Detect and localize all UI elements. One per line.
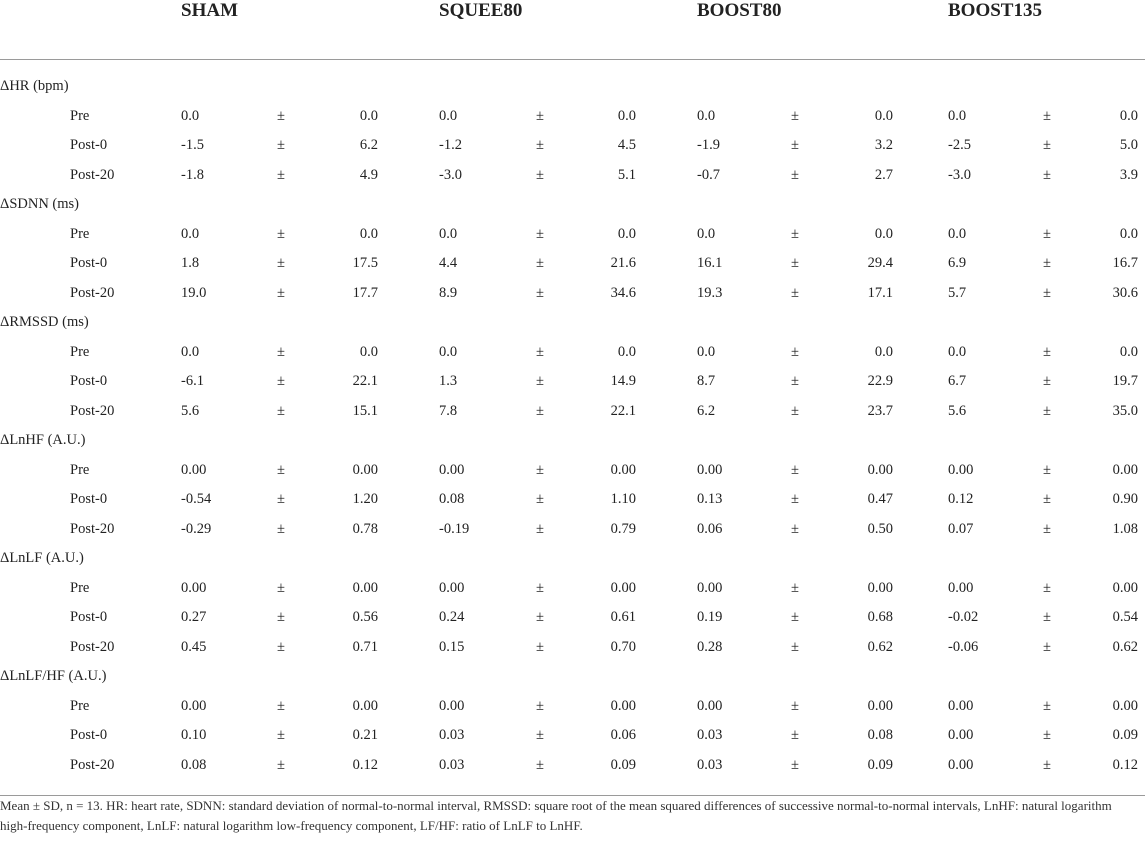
time-point-label: Post-20 (70, 638, 115, 655)
time-point-label: Post-0 (70, 255, 108, 271)
mean-value: -0.54 (181, 491, 212, 507)
plus-minus-sign: ± (1043, 343, 1051, 360)
sd-value: 0.00 (610, 697, 636, 714)
table-row (0, 161, 1145, 191)
table-row (0, 633, 1145, 663)
plus-minus-sign: ± (1043, 225, 1051, 242)
mean-value: 0.0 (439, 225, 458, 242)
mean-value: -0.06 (948, 638, 979, 655)
plus-minus-sign: ± (791, 520, 799, 537)
group-row (0, 308, 1145, 338)
sd-value: 0.12 (1112, 756, 1138, 773)
mean-value: 0.12 (948, 491, 974, 507)
mean-value: 1.3 (439, 373, 458, 389)
sd-value: 0.50 (867, 520, 893, 537)
plus-minus-sign: ± (1043, 638, 1051, 655)
plus-minus-sign: ± (277, 609, 285, 625)
sd-value: 3.9 (1119, 166, 1138, 183)
plus-minus-sign: ± (277, 579, 285, 596)
table-row (0, 102, 1145, 132)
sd-value: 1.20 (352, 491, 378, 507)
time-point-label: Pre (70, 107, 90, 124)
sd-value: 0.12 (352, 756, 378, 773)
sd-value: 6.2 (359, 137, 378, 153)
table-row (0, 367, 1145, 397)
table-row (0, 279, 1145, 309)
mean-value: 16.1 (697, 255, 723, 271)
plus-minus-sign: ± (277, 166, 285, 183)
table-row (0, 485, 1145, 515)
plus-minus-sign: ± (536, 756, 544, 773)
plus-minus-sign: ± (536, 638, 544, 655)
group-label: ΔLnHF (A.U.) (0, 432, 86, 448)
plus-minus-sign: ± (277, 402, 285, 419)
table-footnote: Mean ± SD, n = 13. HR: heart rate, SDNN: standard deviation of normal-to-normal interval, RMSSD: square root of the mean squared differences of successive normal-to-normal intervals, LnHF: natural logarithm high-frequency component, LnLF: natural logarithm low-frequency component, LF/HF: ratio of LnLF to LnHF. (0, 798, 1112, 833)
plus-minus-sign: ± (791, 609, 799, 625)
mean-value: 0.0 (948, 107, 967, 124)
sd-value: 5.0 (1119, 137, 1138, 153)
plus-minus-sign: ± (536, 137, 544, 153)
mean-value: 0.15 (439, 638, 465, 655)
column-header-boost135: BOOST135 (948, 0, 1042, 21)
sd-value: 22.1 (610, 402, 636, 419)
mean-value: 0.03 (697, 727, 723, 743)
header-rule (0, 59, 1145, 60)
mean-value: 0.45 (181, 638, 207, 655)
plus-minus-sign: ± (1043, 756, 1051, 773)
sd-value: 0.0 (1119, 343, 1138, 360)
time-point-label: Post-20 (70, 402, 115, 419)
plus-minus-sign: ± (536, 373, 544, 389)
sd-value: 0.00 (867, 461, 893, 478)
time-point-label: Post-0 (70, 727, 108, 743)
mean-value: 0.00 (439, 461, 465, 478)
sd-value: 19.7 (1112, 373, 1138, 389)
sd-value: 0.00 (867, 697, 893, 714)
plus-minus-sign: ± (277, 461, 285, 478)
time-point-label: Pre (70, 343, 90, 360)
plus-minus-sign: ± (1043, 609, 1051, 625)
mean-value: 0.0 (181, 107, 200, 124)
mean-value: 0.0 (948, 225, 967, 242)
sd-value: 0.0 (874, 343, 893, 360)
sd-value: 0.62 (867, 638, 893, 655)
mean-value: 0.08 (439, 491, 465, 507)
plus-minus-sign: ± (791, 137, 799, 153)
time-point-label: Post-20 (70, 756, 115, 773)
mean-value: -6.1 (181, 373, 204, 389)
sd-value: 1.10 (610, 491, 636, 507)
time-point-label: Post-0 (70, 491, 108, 507)
plus-minus-sign: ± (1043, 461, 1051, 478)
sd-value: 23.7 (867, 402, 893, 419)
sd-value: 0.00 (1112, 461, 1138, 478)
mean-value: 0.19 (697, 609, 723, 625)
mean-value: 0.28 (697, 638, 723, 655)
mean-value: 8.7 (697, 373, 716, 389)
sd-value: 21.6 (610, 255, 636, 271)
sd-value: 0.0 (359, 225, 378, 242)
plus-minus-sign: ± (1043, 284, 1051, 301)
mean-value: -2.5 (948, 137, 971, 153)
mean-value: 0.08 (181, 756, 207, 773)
mean-value: -1.8 (181, 166, 204, 183)
table-row (0, 456, 1145, 486)
sd-value: 0.68 (867, 609, 893, 625)
time-point-label: Post-20 (70, 166, 115, 183)
mean-value: 0.0 (697, 225, 716, 242)
mean-value: -1.5 (181, 137, 204, 153)
mean-value: -3.0 (439, 166, 462, 183)
mean-value: 0.0 (439, 107, 458, 124)
mean-value: 0.0 (181, 225, 200, 242)
sd-value: 16.7 (1112, 255, 1138, 271)
plus-minus-sign: ± (791, 491, 799, 507)
sd-value: 0.00 (610, 579, 636, 596)
mean-value: 5.6 (181, 402, 200, 419)
mean-value: -1.2 (439, 137, 462, 153)
plus-minus-sign: ± (791, 343, 799, 360)
plus-minus-sign: ± (277, 225, 285, 242)
plus-minus-sign: ± (277, 343, 285, 360)
plus-minus-sign: ± (536, 491, 544, 507)
plus-minus-sign: ± (791, 284, 799, 301)
mean-value: -3.0 (948, 166, 971, 183)
plus-minus-sign: ± (1043, 373, 1051, 389)
sd-value: 0.78 (352, 520, 378, 537)
plus-minus-sign: ± (791, 697, 799, 714)
sd-value: 34.6 (610, 284, 636, 301)
group-label: ΔHR (bpm) (0, 78, 69, 94)
plus-minus-sign: ± (791, 107, 799, 124)
time-point-label: Post-0 (70, 373, 108, 389)
plus-minus-sign: ± (791, 461, 799, 478)
time-point-label: Pre (70, 697, 90, 714)
plus-minus-sign: ± (536, 402, 544, 419)
plus-minus-sign: ± (277, 520, 285, 537)
sd-value: 2.7 (874, 166, 893, 183)
sd-value: 22.1 (352, 373, 378, 389)
plus-minus-sign: ± (791, 166, 799, 183)
sd-value: 0.00 (352, 579, 378, 596)
sd-value: 17.7 (352, 284, 378, 301)
sd-value: 0.0 (1119, 225, 1138, 242)
plus-minus-sign: ± (1043, 402, 1051, 419)
mean-value: 0.00 (948, 461, 974, 478)
plus-minus-sign: ± (1043, 166, 1051, 183)
plus-minus-sign: ± (536, 609, 544, 625)
column-header-boost80: BOOST80 (697, 0, 782, 21)
plus-minus-sign: ± (791, 225, 799, 242)
sd-value: 14.9 (610, 373, 636, 389)
plus-minus-sign: ± (536, 225, 544, 242)
mean-value: 0.0 (439, 343, 458, 360)
sd-value: 1.08 (1112, 520, 1138, 537)
plus-minus-sign: ± (791, 579, 799, 596)
mean-value: 6.9 (948, 255, 967, 271)
table-row (0, 515, 1145, 545)
plus-minus-sign: ± (536, 520, 544, 537)
sd-value: 29.4 (867, 255, 893, 271)
mean-value: 0.00 (948, 727, 974, 743)
mean-value: 0.0 (181, 343, 200, 360)
mean-value: 0.00 (439, 579, 465, 596)
plus-minus-sign: ± (277, 107, 285, 124)
sd-value: 30.6 (1112, 284, 1138, 301)
table-row (0, 692, 1145, 722)
mean-value: 0.00 (697, 697, 723, 714)
sd-value: 22.9 (867, 373, 893, 389)
table-row (0, 751, 1145, 781)
plus-minus-sign: ± (791, 756, 799, 773)
mean-value: 0.27 (181, 609, 207, 625)
mean-value: -1.9 (697, 137, 720, 153)
plus-minus-sign: ± (536, 697, 544, 714)
mean-value: 6.7 (948, 373, 967, 389)
sd-value: 0.00 (352, 697, 378, 714)
group-row (0, 662, 1145, 692)
plus-minus-sign: ± (1043, 697, 1051, 714)
table-row (0, 220, 1145, 250)
sd-value: 0.79 (610, 520, 636, 537)
mean-value: 8.9 (439, 284, 458, 301)
sd-value: 17.5 (352, 255, 378, 271)
mean-value: -0.02 (948, 609, 979, 625)
plus-minus-sign: ± (1043, 579, 1051, 596)
table-row (0, 131, 1145, 161)
group-row (0, 72, 1145, 102)
group-row (0, 426, 1145, 456)
time-point-label: Pre (70, 225, 90, 242)
plus-minus-sign: ± (277, 255, 285, 271)
mean-value: 0.00 (697, 461, 723, 478)
plus-minus-sign: ± (536, 255, 544, 271)
mean-value: 5.7 (948, 284, 967, 301)
time-point-label: Post-20 (70, 284, 115, 301)
mean-value: -0.19 (439, 520, 470, 537)
plus-minus-sign: ± (1043, 107, 1051, 124)
sd-value: 0.00 (352, 461, 378, 478)
plus-minus-sign: ± (791, 638, 799, 655)
sd-value: 0.71 (352, 638, 378, 655)
group-row (0, 544, 1145, 574)
sd-value: 0.61 (610, 609, 636, 625)
plus-minus-sign: ± (791, 402, 799, 419)
mean-value: 19.3 (697, 284, 723, 301)
table-row (0, 721, 1145, 751)
mean-value: 7.8 (439, 402, 458, 419)
time-point-label: Post-20 (70, 520, 115, 537)
table-row (0, 249, 1145, 279)
mean-value: 0.00 (439, 697, 465, 714)
sd-value: 0.00 (867, 579, 893, 596)
plus-minus-sign: ± (791, 727, 799, 743)
sd-value: 0.08 (867, 727, 893, 743)
group-label: ΔRMSSD (ms) (0, 314, 89, 330)
plus-minus-sign: ± (536, 727, 544, 743)
sd-value: 0.0 (617, 225, 636, 242)
sd-value: 0.0 (359, 107, 378, 124)
sd-value: 5.1 (617, 166, 636, 183)
mean-value: 0.03 (439, 727, 465, 743)
plus-minus-sign: ± (277, 373, 285, 389)
sd-value: 3.2 (874, 137, 893, 153)
column-header-squee80: SQUEE80 (439, 0, 523, 21)
plus-minus-sign: ± (277, 491, 285, 507)
sd-value: 0.0 (874, 107, 893, 124)
plus-minus-sign: ± (536, 166, 544, 183)
mean-value: 1.8 (181, 255, 200, 271)
mean-value: 0.13 (697, 491, 723, 507)
group-label: ΔLnLF (A.U.) (0, 550, 84, 566)
mean-value: 5.6 (948, 402, 967, 419)
plus-minus-sign: ± (536, 107, 544, 124)
sd-value: 0.0 (617, 107, 636, 124)
time-point-label: Post-0 (70, 137, 108, 153)
mean-value: 0.00 (181, 697, 207, 714)
plus-minus-sign: ± (277, 137, 285, 153)
sd-value: 35.0 (1112, 402, 1138, 419)
mean-value: 0.03 (439, 756, 465, 773)
sd-value: 0.0 (617, 343, 636, 360)
mean-value: 19.0 (181, 284, 207, 301)
sd-value: 0.09 (1112, 727, 1138, 743)
sd-value: 0.00 (1112, 579, 1138, 596)
plus-minus-sign: ± (791, 255, 799, 271)
table-row (0, 574, 1145, 604)
mean-value: 6.2 (697, 402, 716, 419)
sd-value: 0.0 (874, 225, 893, 242)
sd-value: 0.47 (867, 491, 893, 507)
sd-value: 0.90 (1112, 491, 1138, 507)
sd-value: 0.00 (1112, 697, 1138, 714)
mean-value: 0.24 (439, 609, 465, 625)
group-label: ΔLnLF/HF (A.U.) (0, 668, 107, 684)
sd-value: 17.1 (867, 284, 893, 301)
mean-value: -0.29 (181, 520, 212, 537)
sd-value: 4.9 (359, 166, 378, 183)
plus-minus-sign: ± (536, 579, 544, 596)
mean-value: 0.0 (697, 107, 716, 124)
plus-minus-sign: ± (277, 638, 285, 655)
plus-minus-sign: ± (1043, 520, 1051, 537)
plus-minus-sign: ± (536, 343, 544, 360)
plus-minus-sign: ± (277, 697, 285, 714)
time-point-label: Pre (70, 461, 90, 478)
plus-minus-sign: ± (1043, 255, 1051, 271)
time-point-label: Post-0 (70, 609, 108, 625)
sd-value: 0.09 (867, 756, 893, 773)
table-row (0, 397, 1145, 427)
table-row (0, 338, 1145, 368)
sd-value: 0.09 (610, 756, 636, 773)
mean-value: 0.00 (948, 756, 974, 773)
mean-value: 0.03 (697, 756, 723, 773)
mean-value: 0.00 (948, 579, 974, 596)
mean-value: 0.00 (181, 579, 207, 596)
plus-minus-sign: ± (536, 284, 544, 301)
plus-minus-sign: ± (536, 461, 544, 478)
sd-value: 15.1 (352, 402, 378, 419)
group-row (0, 190, 1145, 220)
plus-minus-sign: ± (277, 756, 285, 773)
plus-minus-sign: ± (277, 727, 285, 743)
mean-value: 0.0 (948, 343, 967, 360)
sd-value: 0.70 (610, 638, 636, 655)
sd-value: 0.0 (1119, 107, 1138, 124)
sd-value: 0.0 (359, 343, 378, 360)
sd-value: 0.54 (1112, 609, 1138, 625)
mean-value: 0.10 (181, 727, 207, 743)
sd-value: 0.06 (610, 727, 636, 743)
plus-minus-sign: ± (791, 373, 799, 389)
mean-value: -0.7 (697, 166, 720, 183)
group-label: ΔSDNN (ms) (0, 196, 80, 212)
sd-value: 0.62 (1112, 638, 1138, 655)
column-header-sham: SHAM (181, 0, 238, 21)
mean-value: 0.00 (697, 579, 723, 596)
sd-value: 4.5 (617, 137, 636, 153)
mean-value: 4.4 (439, 255, 458, 271)
plus-minus-sign: ± (1043, 727, 1051, 743)
sd-value: 0.00 (610, 461, 636, 478)
mean-value: 0.06 (697, 520, 723, 537)
plus-minus-sign: ± (1043, 491, 1051, 507)
sd-value: 0.56 (352, 609, 378, 625)
sd-value: 0.21 (352, 727, 378, 743)
mean-value: 0.07 (948, 520, 974, 537)
plus-minus-sign: ± (1043, 137, 1051, 153)
table-row (0, 603, 1145, 633)
mean-value: 0.00 (181, 461, 207, 478)
mean-value: 0.00 (948, 697, 974, 714)
mean-value: 0.0 (697, 343, 716, 360)
plus-minus-sign: ± (277, 284, 285, 301)
time-point-label: Pre (70, 579, 90, 596)
